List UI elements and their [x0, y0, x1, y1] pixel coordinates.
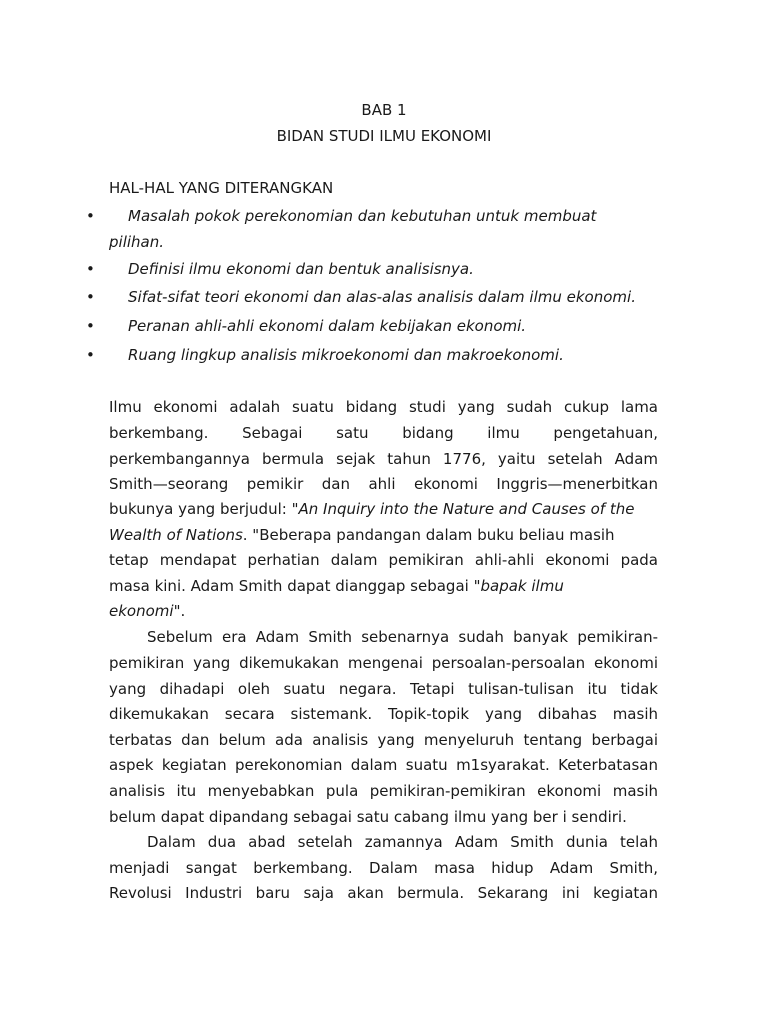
bullet-marker: • — [86, 288, 95, 306]
emphasis: bapak ilmu — [480, 577, 564, 595]
text-run: . "Beberapa pandangan dalam buku beliau masih — [242, 526, 615, 544]
emphasis: ekonomi — [109, 602, 174, 620]
bullet-item-4: Peranan ahli-ahli ekonomi dalam kebijakan ekonomi. — [128, 317, 527, 335]
paragraph-line — [109, 577, 564, 595]
paragraph-line: yang dihadapi oleh suatu negara. Tetapi tulisan-tulisan itu tidak — [109, 680, 658, 698]
paragraph-line: perkembangannya bermula sejak tahun 1776, yaitu setelah Adam — [109, 450, 658, 468]
book-title-part: An Inquiry into the Nature and Causes of the — [298, 500, 635, 518]
bullet-item-1-continued: pilihan. — [109, 233, 164, 251]
bullet-item-1: Masalah pokok perekonomian dan kebutuhan untuk membuat — [128, 207, 597, 225]
paragraph-line: Smith—seorang pemikir dan ahli ekonomi Inggris—menerbitkan — [109, 475, 658, 493]
paragraph-line — [109, 500, 634, 518]
chapter-title: BIDAN STUDI ILMU EKONOMI — [276, 127, 492, 145]
paragraph-line: berkembang. Sebagai satu bidang ilmu pengetahuan, — [109, 424, 658, 442]
text-run: ". — [173, 602, 186, 620]
book-title-part: Wealth of Nations — [109, 526, 243, 544]
paragraph-line: pemikiran yang dikemukakan mengenai persoalan-persoalan ekonomi — [109, 654, 658, 672]
bullet-marker: • — [86, 260, 95, 278]
bullet-item-3: Sifat-sifat teori ekonomi dan alas-alas analisis dalam ilmu ekonomi. — [128, 288, 636, 306]
paragraph-line: Revolusi Industri baru saja akan bermula. Sekarang ini kegiatan — [109, 884, 658, 902]
bullet-marker: • — [86, 207, 95, 225]
paragraph-line: analisis itu menyebabkan pula pemikiran-pemikiran ekonomi masih — [109, 782, 658, 800]
section-heading: HAL-HAL YANG DITERANGKAN — [109, 179, 334, 197]
bullet-marker: • — [86, 317, 95, 335]
paragraph-line: aspek kegiatan perekonomian dalam suatu m1syarakat. Keterbatasan — [109, 756, 658, 774]
bullet-marker: • — [86, 346, 95, 364]
paragraph-line: menjadi sangat berkembang. Dalam masa hidup Adam Smith, — [109, 859, 658, 877]
paragraph-line: belum dapat dipandang sebagai satu cabang ilmu yang ber i sendiri. — [109, 808, 627, 826]
paragraph-line: Dalam dua abad setelah zamannya Adam Smith dunia telah — [147, 833, 658, 851]
paragraph-line — [109, 602, 185, 620]
paragraph-line: dikemukakan secara sistemank. Topik-topik yang dibahas masih — [109, 705, 658, 723]
paragraph-line: Sebelum era Adam Smith sebenarnya sudah banyak pemikiran- — [147, 628, 658, 646]
paragraph-line: terbatas dan belum ada analisis yang menyeluruh tentang berbagai — [109, 731, 658, 749]
paragraph-line: Ilmu ekonomi adalah suatu bidang studi yang sudah cukup lama — [109, 398, 658, 416]
text-run: bukunya yang berjudul: " — [109, 500, 299, 518]
bullet-item-2: Definisi ilmu ekonomi dan bentuk analisisnya. — [128, 260, 474, 278]
bullet-item-5: Ruang lingkup analisis mikroekonomi dan makroekonomi. — [128, 346, 564, 364]
paragraph-line: tetap mendapat perhatian dalam pemikiran ahli-ahli ekonomi pada — [109, 551, 658, 569]
chapter-number: BAB 1 — [361, 101, 407, 119]
text-run: masa kini. Adam Smith dapat dianggap sebagai " — [109, 577, 481, 595]
paragraph-line — [109, 526, 615, 544]
